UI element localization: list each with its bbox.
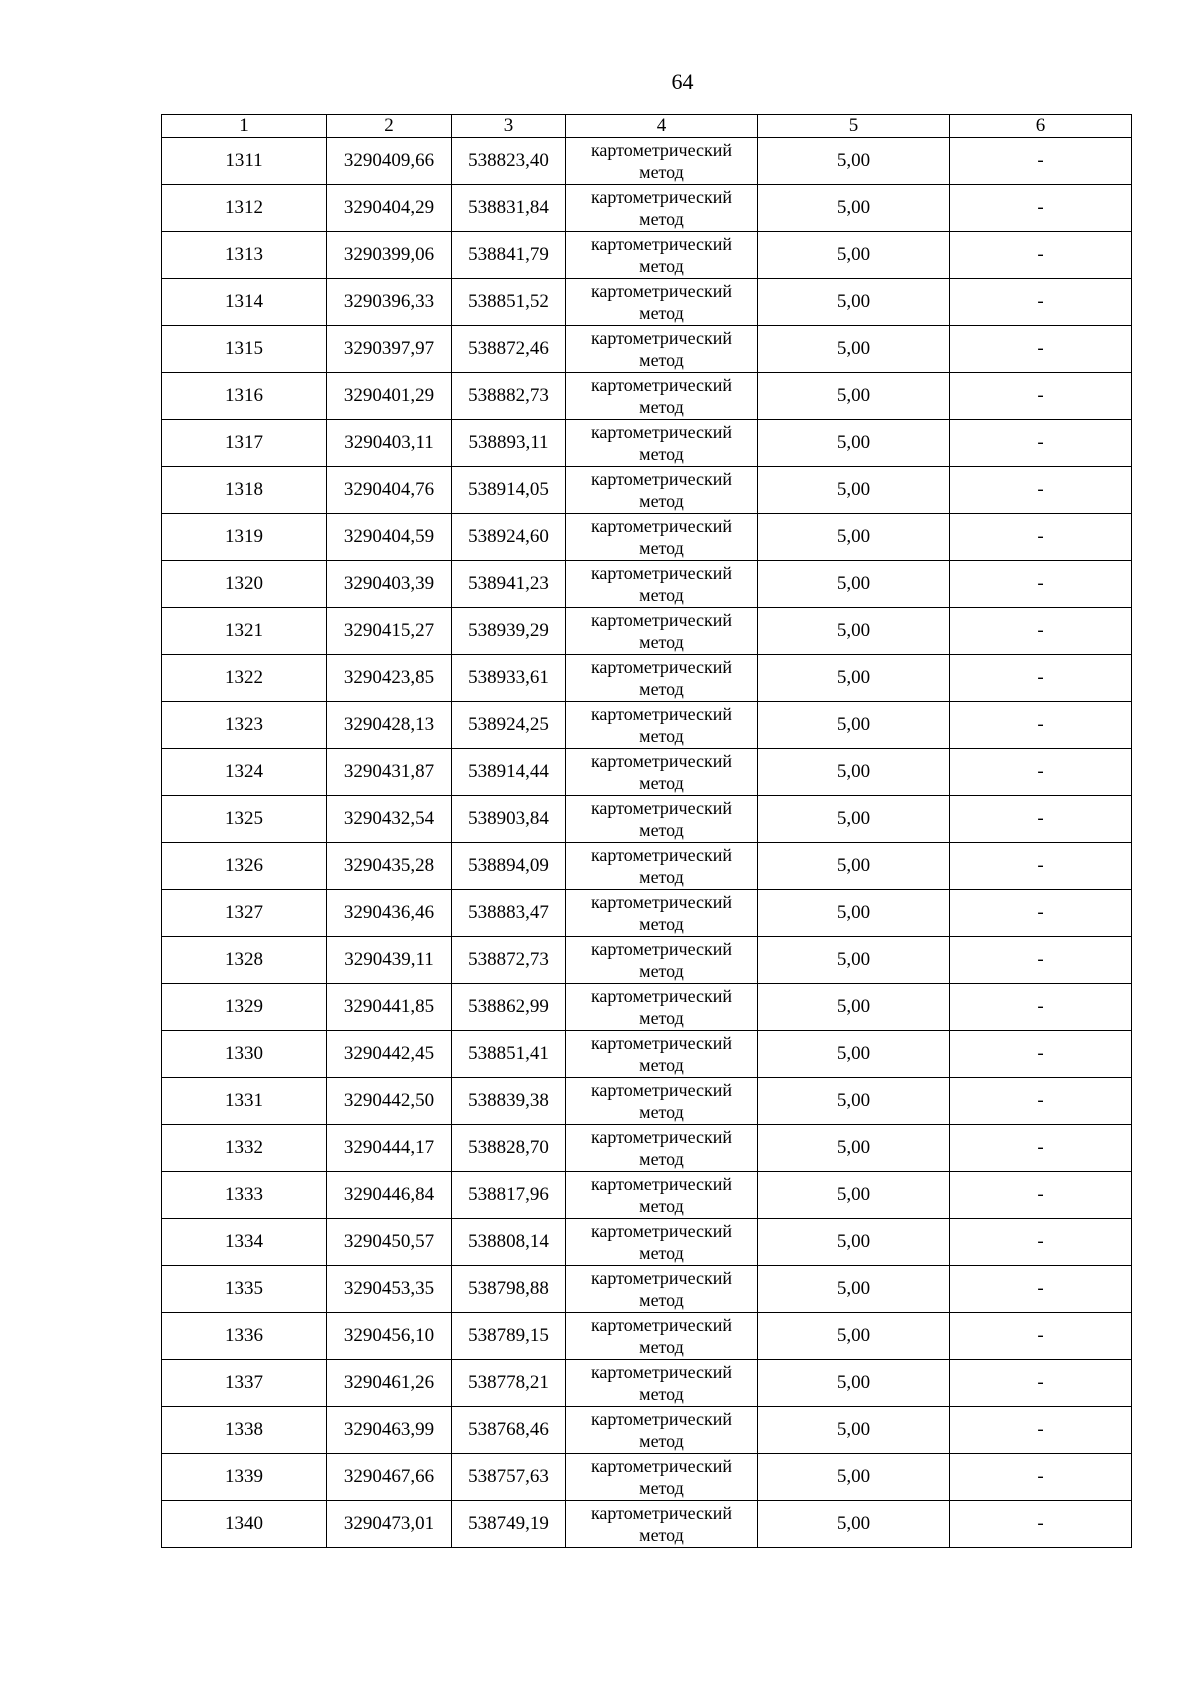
method-line-1: картометрический — [590, 1033, 733, 1053]
header-row — [162, 115, 1132, 138]
note-cell: - — [950, 1360, 1132, 1407]
header-col-3: 3 — [452, 115, 566, 138]
point-number-cell: 1335 — [162, 1266, 327, 1313]
note-cell: - — [950, 467, 1132, 514]
note-cell: - — [950, 232, 1132, 279]
x-coordinate-cell: 3290396,33 — [327, 279, 452, 326]
accuracy-cell: 5,00 — [758, 420, 950, 467]
table-row — [162, 420, 1132, 467]
method-cell — [566, 561, 758, 608]
method-line-2: метод — [639, 444, 684, 464]
table-row — [162, 279, 1132, 326]
x-coordinate-cell: 3290423,85 — [327, 655, 452, 702]
point-number-cell: 1318 — [162, 467, 327, 514]
point-number-cell: 1312 — [162, 185, 327, 232]
y-coordinate-cell: 538808,14 — [452, 1219, 566, 1266]
method-line-2: метод — [639, 679, 684, 699]
accuracy-cell: 5,00 — [758, 843, 950, 890]
method-line-1: картометрический — [590, 845, 733, 865]
accuracy-cell: 5,00 — [758, 561, 950, 608]
y-coordinate-cell: 538831,84 — [452, 185, 566, 232]
y-coordinate-cell: 538851,41 — [452, 1031, 566, 1078]
x-coordinate-cell: 3290397,97 — [327, 326, 452, 373]
x-coordinate-cell: 3290442,45 — [327, 1031, 452, 1078]
note-cell: - — [950, 185, 1132, 232]
table-row — [162, 796, 1132, 843]
accuracy-cell: 5,00 — [758, 1407, 950, 1454]
y-coordinate-cell: 538893,11 — [452, 420, 566, 467]
header-col-1: 1 — [162, 115, 327, 138]
method-line-2: метод — [639, 162, 684, 182]
y-coordinate-cell: 538872,46 — [452, 326, 566, 373]
x-coordinate-cell: 3290432,54 — [327, 796, 452, 843]
point-number-cell: 1311 — [162, 138, 327, 185]
note-cell: - — [950, 890, 1132, 937]
method-line-2: метод — [639, 350, 684, 370]
point-number-cell: 1314 — [162, 279, 327, 326]
method-line-2: метод — [639, 397, 684, 417]
y-coordinate-cell: 538789,15 — [452, 1313, 566, 1360]
method-line-1: картометрический — [590, 187, 733, 207]
method-line-1: картометрический — [590, 422, 733, 442]
method-cell — [566, 1313, 758, 1360]
method-cell — [566, 1454, 758, 1501]
table-row — [162, 514, 1132, 561]
method-cell — [566, 937, 758, 984]
header-col-2: 2 — [327, 115, 452, 138]
accuracy-cell: 5,00 — [758, 702, 950, 749]
method-line-2: метод — [639, 303, 684, 323]
method-cell — [566, 749, 758, 796]
method-line-1: картометрический — [590, 1080, 733, 1100]
method-line-2: метод — [639, 632, 684, 652]
table-row — [162, 702, 1132, 749]
table-row — [162, 1313, 1132, 1360]
accuracy-cell: 5,00 — [758, 467, 950, 514]
point-number-cell: 1325 — [162, 796, 327, 843]
x-coordinate-cell: 3290463,99 — [327, 1407, 452, 1454]
note-cell: - — [950, 1125, 1132, 1172]
method-line-1: картометрический — [590, 1127, 733, 1147]
accuracy-cell: 5,00 — [758, 655, 950, 702]
y-coordinate-cell: 538882,73 — [452, 373, 566, 420]
x-coordinate-cell: 3290435,28 — [327, 843, 452, 890]
note-cell: - — [950, 326, 1132, 373]
y-coordinate-cell: 538924,25 — [452, 702, 566, 749]
method-cell — [566, 185, 758, 232]
y-coordinate-cell: 538823,40 — [452, 138, 566, 185]
y-coordinate-cell: 538894,09 — [452, 843, 566, 890]
accuracy-cell: 5,00 — [758, 1313, 950, 1360]
method-line-1: картометрический — [590, 892, 733, 912]
header-col-6: 6 — [950, 115, 1132, 138]
point-number-cell: 1340 — [162, 1501, 327, 1548]
table-row — [162, 937, 1132, 984]
x-coordinate-cell: 3290439,11 — [327, 937, 452, 984]
method-cell — [566, 420, 758, 467]
header-col-5: 5 — [758, 115, 950, 138]
method-line-1: картометрический — [590, 751, 733, 771]
y-coordinate-cell: 538841,79 — [452, 232, 566, 279]
table-row — [162, 1219, 1132, 1266]
point-number-cell: 1338 — [162, 1407, 327, 1454]
method-line-1: картометрический — [590, 469, 733, 489]
method-line-1: картометрический — [590, 704, 733, 724]
coordinates-table — [161, 114, 1132, 1548]
note-cell: - — [950, 1172, 1132, 1219]
x-coordinate-cell: 3290415,27 — [327, 608, 452, 655]
y-coordinate-cell: 538839,38 — [452, 1078, 566, 1125]
point-number-cell: 1326 — [162, 843, 327, 890]
x-coordinate-cell: 3290436,46 — [327, 890, 452, 937]
header-col-4: 4 — [566, 115, 758, 138]
x-coordinate-cell: 3290404,29 — [327, 185, 452, 232]
x-coordinate-cell: 3290473,01 — [327, 1501, 452, 1548]
point-number-cell: 1315 — [162, 326, 327, 373]
method-line-2: метод — [639, 1337, 684, 1357]
method-cell — [566, 1125, 758, 1172]
accuracy-cell: 5,00 — [758, 279, 950, 326]
method-line-1: картометрический — [590, 1174, 733, 1194]
table-row — [162, 1360, 1132, 1407]
point-number-cell: 1322 — [162, 655, 327, 702]
table-row — [162, 138, 1132, 185]
method-line-2: метод — [639, 1149, 684, 1169]
note-cell: - — [950, 279, 1132, 326]
x-coordinate-cell: 3290404,59 — [327, 514, 452, 561]
method-line-2: метод — [639, 914, 684, 934]
x-coordinate-cell: 3290456,10 — [327, 1313, 452, 1360]
method-cell — [566, 796, 758, 843]
accuracy-cell: 5,00 — [758, 232, 950, 279]
method-line-1: картометрический — [590, 986, 733, 1006]
note-cell: - — [950, 420, 1132, 467]
method-line-2: метод — [639, 585, 684, 605]
x-coordinate-cell: 3290441,85 — [327, 984, 452, 1031]
y-coordinate-cell: 538817,96 — [452, 1172, 566, 1219]
x-coordinate-cell: 3290409,66 — [327, 138, 452, 185]
method-line-1: картометрический — [590, 1221, 733, 1241]
table-row — [162, 326, 1132, 373]
note-cell: - — [950, 937, 1132, 984]
method-line-1: картометрический — [590, 1362, 733, 1382]
note-cell: - — [950, 561, 1132, 608]
y-coordinate-cell: 538872,73 — [452, 937, 566, 984]
method-cell — [566, 702, 758, 749]
y-coordinate-cell: 538933,61 — [452, 655, 566, 702]
method-line-2: метод — [639, 867, 684, 887]
note-cell: - — [950, 138, 1132, 185]
method-line-1: картометрический — [590, 798, 733, 818]
y-coordinate-cell: 538883,47 — [452, 890, 566, 937]
method-cell — [566, 655, 758, 702]
method-line-2: метод — [639, 1384, 684, 1404]
accuracy-cell: 5,00 — [758, 937, 950, 984]
x-coordinate-cell: 3290428,13 — [327, 702, 452, 749]
accuracy-cell: 5,00 — [758, 1219, 950, 1266]
note-cell: - — [950, 514, 1132, 561]
accuracy-cell: 5,00 — [758, 514, 950, 561]
method-cell — [566, 232, 758, 279]
accuracy-cell: 5,00 — [758, 1454, 950, 1501]
table-row — [162, 608, 1132, 655]
accuracy-cell: 5,00 — [758, 1360, 950, 1407]
point-number-cell: 1324 — [162, 749, 327, 796]
x-coordinate-cell: 3290461,26 — [327, 1360, 452, 1407]
note-cell: - — [950, 1219, 1132, 1266]
accuracy-cell: 5,00 — [758, 185, 950, 232]
y-coordinate-cell: 538903,84 — [452, 796, 566, 843]
x-coordinate-cell: 3290442,50 — [327, 1078, 452, 1125]
method-cell — [566, 1266, 758, 1313]
table-row — [162, 561, 1132, 608]
x-coordinate-cell: 3290431,87 — [327, 749, 452, 796]
method-cell — [566, 1031, 758, 1078]
point-number-cell: 1317 — [162, 420, 327, 467]
method-cell — [566, 890, 758, 937]
table-row — [162, 1501, 1132, 1548]
x-coordinate-cell: 3290403,39 — [327, 561, 452, 608]
note-cell: - — [950, 843, 1132, 890]
table-row — [162, 232, 1132, 279]
table-body — [162, 138, 1132, 1548]
table-row — [162, 1078, 1132, 1125]
method-line-1: картометрический — [590, 375, 733, 395]
method-cell — [566, 984, 758, 1031]
accuracy-cell: 5,00 — [758, 984, 950, 1031]
note-cell: - — [950, 1313, 1132, 1360]
method-cell — [566, 1407, 758, 1454]
accuracy-cell: 5,00 — [758, 138, 950, 185]
method-line-2: метод — [639, 1525, 684, 1545]
y-coordinate-cell: 538862,99 — [452, 984, 566, 1031]
method-line-1: картометрический — [590, 234, 733, 254]
accuracy-cell: 5,00 — [758, 326, 950, 373]
table-row — [162, 1031, 1132, 1078]
method-line-1: картометрический — [590, 281, 733, 301]
note-cell: - — [950, 1078, 1132, 1125]
method-line-2: метод — [639, 820, 684, 840]
x-coordinate-cell: 3290444,17 — [327, 1125, 452, 1172]
method-line-2: метод — [639, 961, 684, 981]
y-coordinate-cell: 538941,23 — [452, 561, 566, 608]
method-line-2: метод — [639, 1196, 684, 1216]
method-line-1: картометрический — [590, 1456, 733, 1476]
method-line-2: метод — [639, 773, 684, 793]
method-cell — [566, 138, 758, 185]
y-coordinate-cell: 538749,19 — [452, 1501, 566, 1548]
table-row — [162, 749, 1132, 796]
x-coordinate-cell: 3290399,06 — [327, 232, 452, 279]
method-line-2: метод — [639, 256, 684, 276]
table-row — [162, 467, 1132, 514]
note-cell: - — [950, 608, 1132, 655]
table-row — [162, 655, 1132, 702]
point-number-cell: 1316 — [162, 373, 327, 420]
accuracy-cell: 5,00 — [758, 890, 950, 937]
point-number-cell: 1334 — [162, 1219, 327, 1266]
accuracy-cell: 5,00 — [758, 373, 950, 420]
point-number-cell: 1321 — [162, 608, 327, 655]
point-number-cell: 1319 — [162, 514, 327, 561]
note-cell: - — [950, 984, 1132, 1031]
accuracy-cell: 5,00 — [758, 796, 950, 843]
table-header — [162, 115, 1132, 138]
method-cell — [566, 467, 758, 514]
table-row — [162, 373, 1132, 420]
table-row — [162, 185, 1132, 232]
note-cell: - — [950, 373, 1132, 420]
method-line-1: картометрический — [590, 516, 733, 536]
y-coordinate-cell: 538914,44 — [452, 749, 566, 796]
point-number-cell: 1320 — [162, 561, 327, 608]
accuracy-cell: 5,00 — [758, 1266, 950, 1313]
method-cell — [566, 1172, 758, 1219]
method-line-2: метод — [639, 491, 684, 511]
method-line-2: метод — [639, 1478, 684, 1498]
table-row — [162, 1125, 1132, 1172]
method-line-1: картометрический — [590, 610, 733, 630]
method-cell — [566, 373, 758, 420]
method-line-1: картометрический — [590, 1409, 733, 1429]
point-number-cell: 1333 — [162, 1172, 327, 1219]
accuracy-cell: 5,00 — [758, 1172, 950, 1219]
point-number-cell: 1327 — [162, 890, 327, 937]
accuracy-cell: 5,00 — [758, 1125, 950, 1172]
method-cell — [566, 279, 758, 326]
point-number-cell: 1323 — [162, 702, 327, 749]
x-coordinate-cell: 3290401,29 — [327, 373, 452, 420]
table-row — [162, 984, 1132, 1031]
point-number-cell: 1329 — [162, 984, 327, 1031]
note-cell: - — [950, 1407, 1132, 1454]
table-row — [162, 1454, 1132, 1501]
point-number-cell: 1331 — [162, 1078, 327, 1125]
accuracy-cell: 5,00 — [758, 1031, 950, 1078]
note-cell: - — [950, 655, 1132, 702]
y-coordinate-cell: 538924,60 — [452, 514, 566, 561]
x-coordinate-cell: 3290446,84 — [327, 1172, 452, 1219]
note-cell: - — [950, 702, 1132, 749]
method-line-2: метод — [639, 1008, 684, 1028]
y-coordinate-cell: 538768,46 — [452, 1407, 566, 1454]
method-cell — [566, 843, 758, 890]
point-number-cell: 1337 — [162, 1360, 327, 1407]
accuracy-cell: 5,00 — [758, 608, 950, 655]
method-cell — [566, 1360, 758, 1407]
method-cell — [566, 326, 758, 373]
method-line-1: картометрический — [590, 1503, 733, 1523]
note-cell: - — [950, 1031, 1132, 1078]
point-number-cell: 1328 — [162, 937, 327, 984]
method-line-2: метод — [639, 1243, 684, 1263]
table-row — [162, 843, 1132, 890]
method-cell — [566, 1501, 758, 1548]
note-cell: - — [950, 1454, 1132, 1501]
x-coordinate-cell: 3290453,35 — [327, 1266, 452, 1313]
table-row — [162, 890, 1132, 937]
y-coordinate-cell: 538757,63 — [452, 1454, 566, 1501]
y-coordinate-cell: 538828,70 — [452, 1125, 566, 1172]
method-line-2: метод — [639, 726, 684, 746]
x-coordinate-cell: 3290403,11 — [327, 420, 452, 467]
method-line-1: картометрический — [590, 563, 733, 583]
method-line-1: картометрический — [590, 328, 733, 348]
method-cell — [566, 1219, 758, 1266]
page-number: 64 — [671, 69, 694, 94]
point-number-cell: 1332 — [162, 1125, 327, 1172]
note-cell: - — [950, 1266, 1132, 1313]
y-coordinate-cell: 538778,21 — [452, 1360, 566, 1407]
method-line-1: картометрический — [590, 939, 733, 959]
note-cell: - — [950, 749, 1132, 796]
method-line-2: метод — [639, 1290, 684, 1310]
point-number-cell: 1339 — [162, 1454, 327, 1501]
method-cell — [566, 608, 758, 655]
table-row — [162, 1172, 1132, 1219]
y-coordinate-cell: 538851,52 — [452, 279, 566, 326]
method-line-2: метод — [639, 209, 684, 229]
accuracy-cell: 5,00 — [758, 1501, 950, 1548]
y-coordinate-cell: 538939,29 — [452, 608, 566, 655]
method-cell — [566, 514, 758, 561]
method-line-1: картометрический — [590, 140, 733, 160]
point-number-cell: 1336 — [162, 1313, 327, 1360]
note-cell: - — [950, 796, 1132, 843]
method-line-2: метод — [639, 1055, 684, 1075]
accuracy-cell: 5,00 — [758, 1078, 950, 1125]
table-row — [162, 1407, 1132, 1454]
method-line-2: метод — [639, 538, 684, 558]
point-number-cell: 1313 — [162, 232, 327, 279]
y-coordinate-cell: 538798,88 — [452, 1266, 566, 1313]
method-line-1: картометрический — [590, 1268, 733, 1288]
x-coordinate-cell: 3290467,66 — [327, 1454, 452, 1501]
method-line-2: метод — [639, 1431, 684, 1451]
y-coordinate-cell: 538914,05 — [452, 467, 566, 514]
accuracy-cell: 5,00 — [758, 749, 950, 796]
method-line-1: картометрический — [590, 1315, 733, 1335]
note-cell: - — [950, 1501, 1132, 1548]
method-line-1: картометрический — [590, 657, 733, 677]
method-line-2: метод — [639, 1102, 684, 1122]
table-row — [162, 1266, 1132, 1313]
method-cell — [566, 1078, 758, 1125]
point-number-cell: 1330 — [162, 1031, 327, 1078]
x-coordinate-cell: 3290404,76 — [327, 467, 452, 514]
x-coordinate-cell: 3290450,57 — [327, 1219, 452, 1266]
